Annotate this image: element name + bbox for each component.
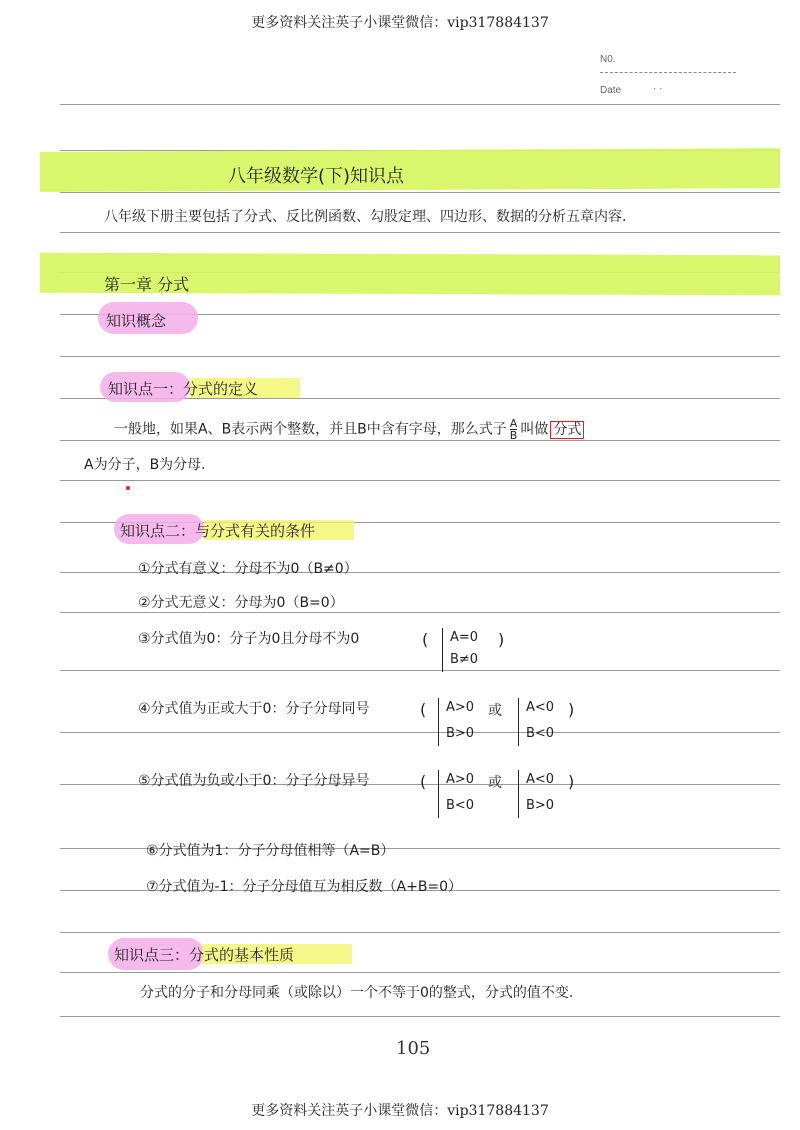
kp1-line2: A为分子，B为分母. <box>84 457 206 473</box>
ruled-line <box>60 612 780 613</box>
ruled-line <box>60 670 780 671</box>
kp1-boxed-term: 分式 <box>550 421 584 439</box>
kp2-c5-b1: B<0 <box>446 798 475 813</box>
date-label: Date <box>600 85 622 96</box>
ruled-line <box>60 356 780 357</box>
no-label: N0. <box>600 54 616 65</box>
kp2-c4-brace-2 <box>518 698 519 746</box>
chapter-title: 第一章 分式 <box>104 275 190 294</box>
kp2-condition-5: ⑤分式值为负或小于0：分子分母异号 <box>138 773 370 789</box>
kp2-c4-a1: A>0 <box>446 700 475 715</box>
kp2-c5-open-paren: ( <box>420 772 427 791</box>
kp2-c4-or: 或 <box>488 703 502 719</box>
page-number: 105 <box>396 1038 431 1059</box>
kp2-condition-4: ④分式值为正或大于0：分子分母同号 <box>138 701 370 717</box>
kp2-condition-6: ⑥分式值为1：分子分母值相等（A=B） <box>146 843 395 859</box>
kp2-c5-brace-2 <box>518 770 519 818</box>
kp2-c5-a2: A<0 <box>526 772 555 787</box>
kp1-heading: 知识点一：分式的定义 <box>108 380 259 398</box>
kp3-heading: 知识点三：分式的基本性质 <box>114 946 295 964</box>
kp2-c4-brace-1 <box>438 698 439 746</box>
kp2-c5-close-paren: ) <box>568 772 575 791</box>
kp2-c4-b1: B>0 <box>446 726 475 741</box>
ruled-line <box>60 192 780 193</box>
ruled-line <box>60 972 780 973</box>
kp2-c3-close-paren: ) <box>498 630 505 649</box>
kp2-condition-2: ②分式无意义：分母为0（B=0） <box>138 595 344 611</box>
title-highlight <box>40 148 780 192</box>
kp1-fraction <box>510 418 518 441</box>
kp2-condition-7: ⑦分式值为-1：分子分母值互为相反数（A+B=0） <box>146 879 463 895</box>
kp2-c5-b2: B>0 <box>526 798 555 813</box>
date-dots: · · <box>653 83 663 94</box>
kp1-fraction-num: A <box>509 417 518 430</box>
kp2-c5-a1: A>0 <box>446 772 475 787</box>
intro-text: 八年级下册主要包括了分式、反比例函数、勾股定理、四边形、数据的分析五章内容. <box>104 209 627 225</box>
ruled-line <box>60 732 780 733</box>
ruled-line <box>60 480 780 481</box>
page-title: 八年级数学(下)知识点 <box>228 166 405 187</box>
kp2-c3-open-paren: ( <box>422 630 429 649</box>
watermark-bottom: 更多资料关注英子小课堂微信：vip317884137 <box>251 1103 549 1119</box>
kp2-condition-1: ①分式有意义：分母不为0（B≠0） <box>138 561 358 577</box>
kp2-c3-brace <box>442 628 443 672</box>
ruled-line <box>60 232 780 233</box>
kp2-c4-close-paren: ) <box>568 700 575 719</box>
kp2-c4-open-paren: ( <box>420 700 427 719</box>
ruled-line <box>60 1016 780 1017</box>
kp2-c5-or: 或 <box>488 775 502 791</box>
kp1-line1-text: 一般地，如果A、B表示两个整数，并且B中含有字母，那么式子 <box>114 421 507 438</box>
kp2-c4-a2: A<0 <box>526 700 555 715</box>
notebook-page <box>40 40 780 1080</box>
kp2-c3-a: A=0 <box>450 630 479 645</box>
kp1-line1 <box>114 418 584 441</box>
section-concepts: 知识概念 <box>106 312 167 330</box>
ruled-line <box>60 932 780 933</box>
kp2-c3-b: B≠0 <box>450 652 479 667</box>
kp3-line1: 分式的分子和分母同乘（或除以）一个不等于0的整式，分式的值不变. <box>140 985 574 1001</box>
kp2-c4-b2: B<0 <box>526 726 555 741</box>
no-dotted-line <box>600 72 736 73</box>
kp1-fraction-den: B <box>509 429 518 442</box>
kp2-heading: 知识点二：与分式有关的条件 <box>120 522 316 540</box>
ruled-line <box>60 104 780 105</box>
red-mark <box>126 486 130 490</box>
kp2-condition-3: ③分式值为0：分子为0且分母不为0 <box>138 631 360 647</box>
kp2-c5-brace-1 <box>438 770 439 818</box>
kp1-line1-suffix: 叫做 <box>520 421 549 438</box>
watermark-top: 更多资料关注英子小课堂微信：vip317884137 <box>251 15 549 31</box>
